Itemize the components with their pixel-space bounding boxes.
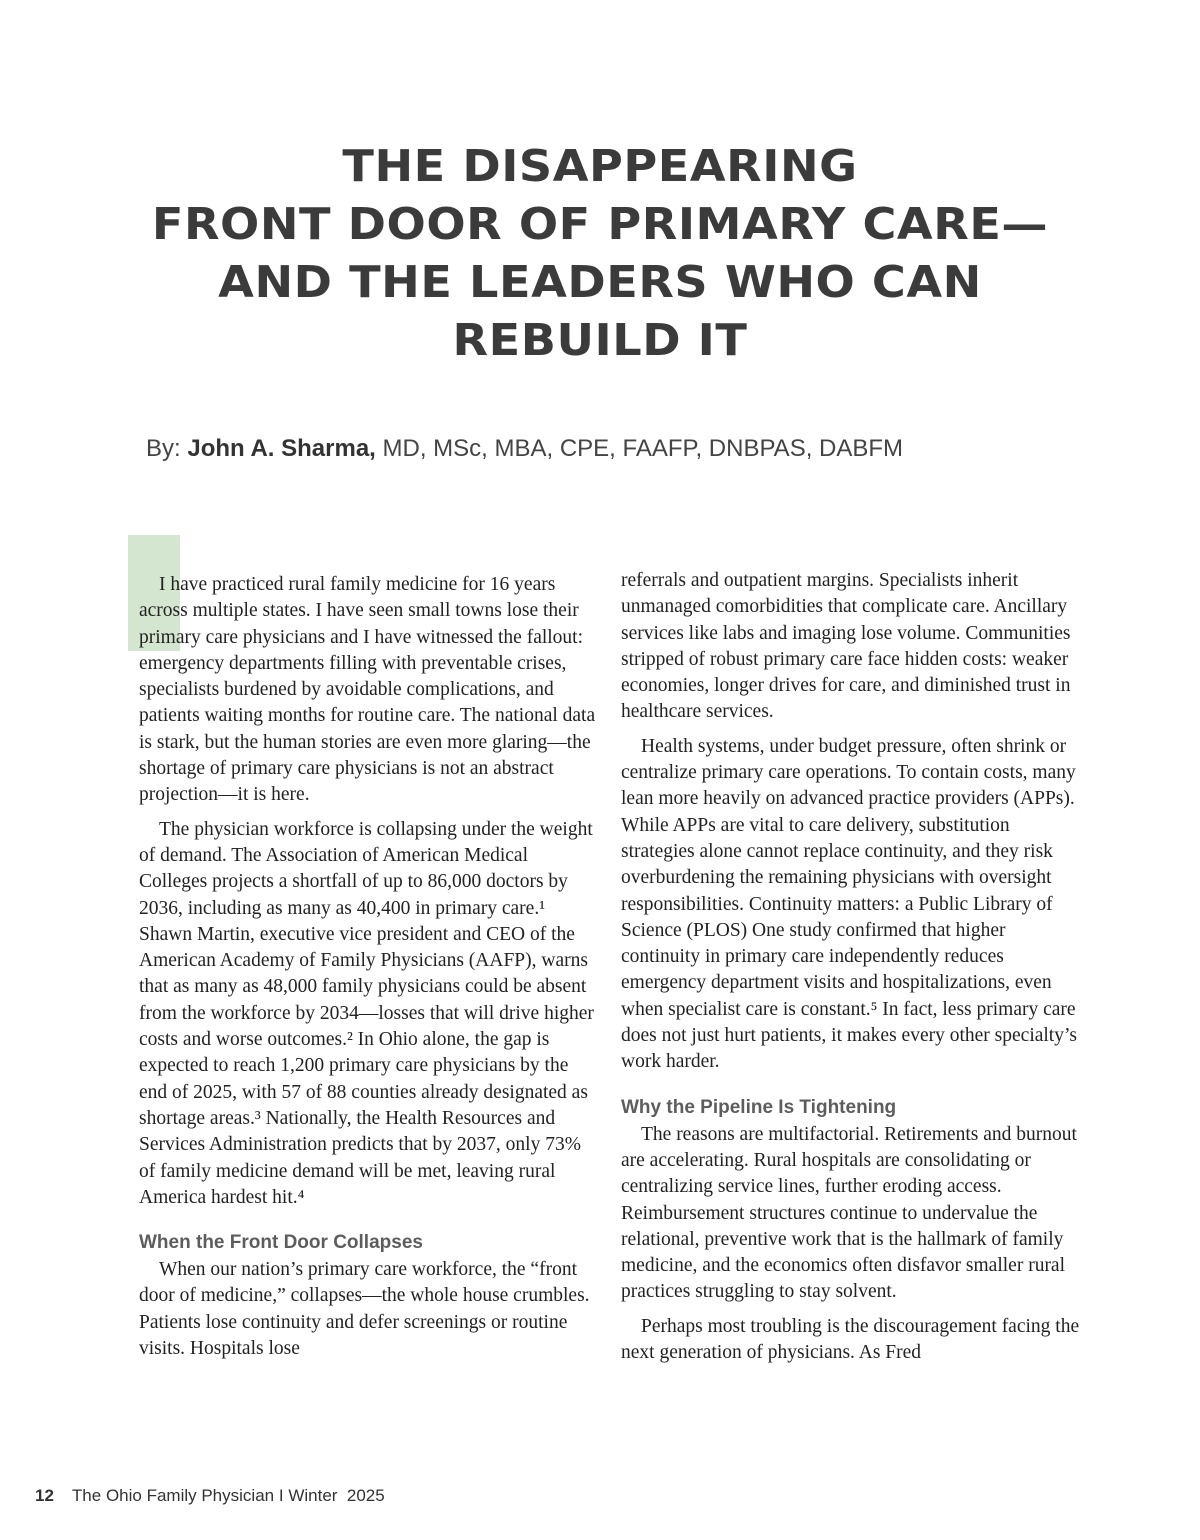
footer-separator: I <box>278 1486 284 1505</box>
right-column <box>621 568 1081 1374</box>
title-line-2: FRONT DOOR OF PRIMARY CARE— <box>151 199 1049 250</box>
section-heading: When the Front Door Collapses <box>139 1232 423 1254</box>
page-footer <box>35 1486 385 1506</box>
author-name: John A. Sharma, <box>187 435 376 462</box>
byline <box>146 435 903 463</box>
title-line-1: THE DISAPPEARING <box>342 141 858 192</box>
paragraph: When our nation’s primary care workforce, the “front door of medicine,” collapses—the whole house crumbles. Patients lose continuity and defer screenings or routine visits. Hospitals lose <box>139 1259 590 1360</box>
title-line-3: AND THE LEADERS WHO CAN <box>218 257 982 308</box>
paragraph: The physician workforce is collapsing under the weight of demand. The Association of American Medical Colleges projects a shortfall of up to 86,000 doctors by 2036, including as many as 40,400 in primary care.¹ Shawn Martin, executive vice president and CEO of the American Academy of Family Physicians (AAFP), warns that as many as 48,000 family physicians could be absent from the workforce by 2034—losses that will drive higher costs and worse outcomes.² In Ohio alone, the gap is expected to reach 1,200 primary care physicians by the end of 2025, with 57 of 88 counties already designated as shortage areas.³ Nationally, the Health Resources and Services Administration predicts that by 2037, only 73% of family medicine demand will be met, leaving rural America hardest hit.⁴ <box>139 818 594 1208</box>
paragraph: Perhaps most troubling is the discouragement facing the next generation of physicians. As Fred <box>621 1315 1080 1364</box>
page-number: 12 <box>35 1486 54 1505</box>
title-line-4: REBUILD IT <box>452 315 748 366</box>
article-title <box>0 138 1200 370</box>
byline-prefix: By: <box>146 435 188 462</box>
left-column <box>139 572 599 1370</box>
paragraph: referrals and outpatient margins. Specialists inherit unmanaged comorbidities that complicate care. Ancillary services like labs and imaging lose volume. Communities stripped of robust primary care face hidden costs: weaker economies, longer drives for care, and diminished trust in healthcare services. <box>621 570 1071 723</box>
paragraph: I have practiced rural family medicine for 16 years across multiple states. I have seen small towns lose their primary care physicians and I have witnessed the fallout: emergency departments filling with preventable crises, specialists burdened by avoidable complications, and patients waiting months for routine care. The national data is stark, but the human stories are even more glaring—the shortage of primary care physicians is not an abstract projection—it is here. <box>139 574 596 806</box>
paragraph: Health systems, under budget pressure, often shrink or centralize primary care operations. To contain costs, many lean more heavily on advanced practice providers (APPs). While APPs are vital to care delivery, substitution strategies alone cannot replace continuity, and they risk overburdening the remaining physicians with oversight responsibilities. Continuity matters: a Public Library of Science (PLOS) One study confirmed that higher continuity in primary care independently reduces emergency department visits and hospitalizations, even when specialist care is constant.⁵ In fact, less primary care does not just hurt patients, it makes every other specialty’s work harder. <box>621 735 1077 1073</box>
section-heading: Why the Pipeline Is Tightening <box>621 1096 897 1118</box>
publication-name: The Ohio Family Physician <box>71 1486 275 1505</box>
author-credentials: MD, MSc, MBA, CPE, FAAFP, DNBPAS, DABFM <box>375 435 904 462</box>
paragraph: The reasons are multifactorial. Retirements and burnout are accelerating. Rural hospitals are consolidating or centralizing service lines, further eroding access. Reimbursement structures continue to undervalue the relational, preventive work that is the hallmark of family medicine, and the economics often disfavor smaller rural practices struggling to stay solvent. <box>621 1123 1077 1303</box>
issue-date: Winter 2025 <box>288 1486 385 1505</box>
